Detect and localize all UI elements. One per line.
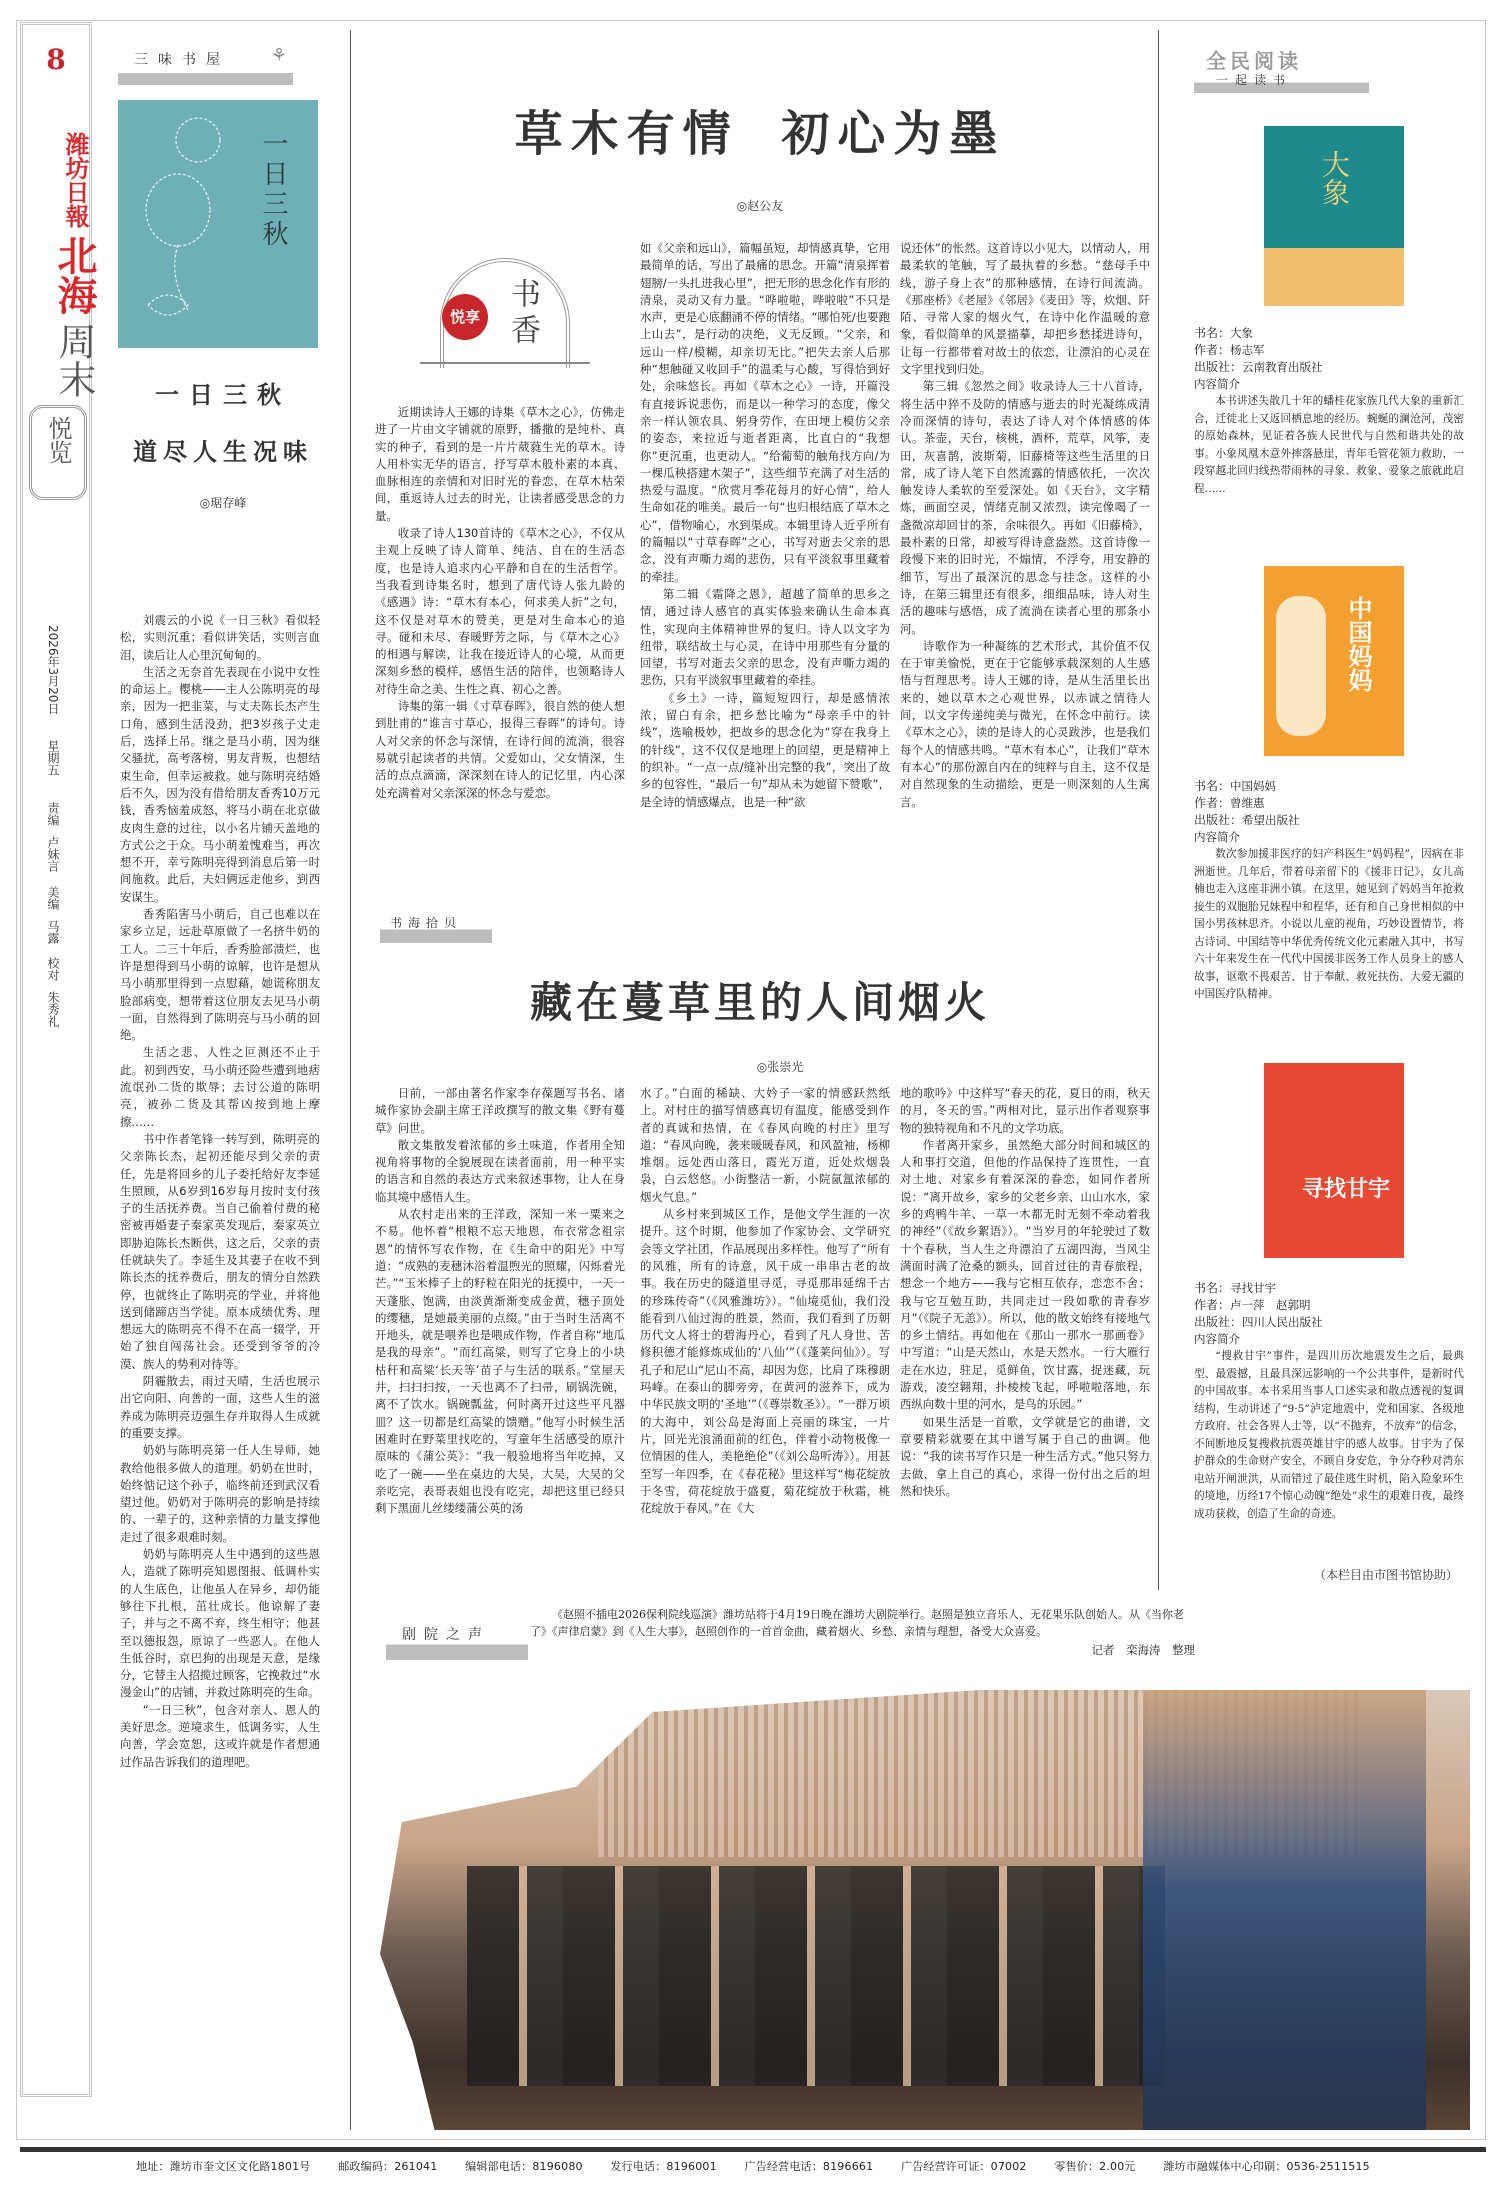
paragraph: 《乡土》一诗，篇短短四行，却是感情浓浓，留白有余，把乡愁比喻为“母亲手中的针线”，选喻极妙，把故乡的思念化为“穿在我身上的针线”，这不仅仅是地理上的回望，更是精神上的织补。“一点一点/缝补出完整的我”，突出了故乡的包容性，“最后一句”却从未为她留下赞歌”，是全诗的情感爆点，也是一种“欲	[640, 690, 890, 809]
paragraph: 刘震云的小说《一日三秋》看似轻松，实则沉重；看似讲笑话，实则言血泪，读后让人心里沉甸甸的。	[120, 613, 320, 662]
column-credit: （本栏目由市图书馆协助）	[1313, 1568, 1458, 1582]
proofreader-label: 校对	[46, 957, 60, 982]
book-desc: 数次参加援非医疗的妇产科医生“妈妈程”，因病在非洲逝世。几年后，带着母亲留下的《援非日记》，女儿高楠也走入这座非洲小镇。在这里，她见到了妈妈当年抢救接生的双胞胎兄妹程中和程华，还有和自己身世相似的中国小男孩林思齐。小说以儿童的视角，巧妙设置情节，将古诗词、中国结等中华优秀传统文化元素融入其中，书写六十年来发生在一代代中国援非医务工作人员身上的感人故事，讴歌不畏艰苦、甘于奉献、救死扶伤、大爱无疆的中国医疗队精神。	[1194, 848, 1464, 1000]
paragraph: 生活之悲、人性之叵测还不止于此。初到西安，马小萌还险些遭到地痞流氓孙二货的欺辱；去讨公道的陈明亮，被孙二货及其帮凶按到地上摩擦……	[120, 1045, 320, 1129]
book-cover-xunzhao-ganyu	[1264, 1063, 1404, 1258]
logo-red-seal	[442, 294, 488, 340]
section-banner-label: 三味书屋	[134, 52, 230, 68]
section-badge	[29, 405, 87, 500]
book-publisher-line	[1194, 812, 1464, 829]
bamboo-icon: ⚘	[270, 45, 287, 66]
book-cover-yiri-sanqiu	[118, 100, 318, 348]
footer-info	[20, 2158, 1486, 2174]
art-editor-label: 美编	[46, 885, 60, 910]
supplement-name: 北海	[51, 235, 98, 315]
book-desc-label: 内容简介	[1194, 830, 1240, 844]
paragraph: 散文集散发着浓郁的乡土味道，作者用全知视角将事物的全貌展现在读者面前，用一种平实的语言和自然的表达方式来叙述事物，让人在身临其境中感悟人生。	[375, 1137, 625, 1204]
paragraph: 诗歌作为一种凝练的艺术形式，其价值不仅在于审美愉悦，更在于它能够承载深刻的人生感悟与哲理思考。诗人王娜的诗，是从生活里长出来的，她以草木之心观世界，以赤诚之情待人间，以文字传递纯美与微光，在怀念中前行。读《草木之心》，读的是诗人的心灵跋涉，也是我们每个人的情感共鸣。“草木有本心”，让我们“草木有本心”的那份源自内在的纯粹与自主，这不仅是对自然现象的生动描绘，更是一则深刻的人生寓言。	[900, 638, 1150, 809]
book-name-label: 书名：	[1194, 326, 1231, 340]
band-members	[467, 1866, 1165, 2086]
article2-column-3	[900, 1085, 1150, 1590]
book-publisher-label: 出版社：	[1194, 1315, 1243, 1329]
paragraph: “一日三秋”，包含对亲人、恩人的美好思念。逆境求生，低调务实，人生向善，学会宽恕，这或许就是作者想通过作品告诉我们的道理吧。	[120, 1702, 320, 1769]
book-desc-label: 内容简介	[1194, 1332, 1240, 1346]
footer-ad-phone: 广告经营电话：8196661	[744, 2160, 874, 2173]
book-author-line	[1194, 342, 1464, 359]
book-desc: “搜救甘宇”事件，是四川历次地震发生之后，最典型、最震撼，且最具深远影响的一个公共事件，是新时代的中国故事。本书采用当事人口述实录和散点透视的复调结构，生动讲述了“9·5”泸定地震中，党和国家、各级地方政府、社会各界人士等，以“不抛弃，不放弃”的信念，不间断地反复搜救抗震英雄甘宇的感人故事。甘宇为了保护群众的生命财产安全，不顾自身安危，争分夺秒对湾东电站开闸泄洪，从而错过了最佳逃生时机，陷入险象环生的境地，历经17个惊心动魄“绝处”求生的艰难日夜，最终成功获救，创造了生命的奇迹。	[1194, 1350, 1464, 1520]
paragraph: 第三辑《忽然之间》收录诗人三十八首诗，将生活中猝不及防的情感与逝去的时光凝练成清冷而深情的诗句，表达了诗人对个体情感的体认。茶壶，天台，核桃，酒杯，荒草，风筝，麦田，灰喜鹊，波斯菊，旧藤椅等这些生活里的日常，成了诗人笔下自然流露的情感依托，一次次触发诗人柔软的至爱深处。如《天台》，文字精炼，画面空灵，情绪克制又浓烈，读完像喝了一盏微凉却回甘的茶，余味很久。再如《旧藤椅》，最朴素的日常，却被写得诗意盎然。这首诗像一段慢下来的旧时光，不煽情，不浮夸，用安静的细节，写出了最深沉的思念与挂念。这样的小诗，在第三辑里还有很多，细细品味，诗人对生活的趣味与感悟，成了流淌在读者心里的那条小河。	[900, 379, 1150, 636]
footer-ad-license: 广告经营许可证：07002	[901, 2160, 1027, 2173]
page-number: 8	[46, 43, 66, 76]
section-banner-label: 书海拾贝	[390, 916, 463, 930]
left-article-body	[120, 612, 320, 2132]
book-publisher-line	[1194, 1314, 1464, 1331]
book-name-line	[1194, 1280, 1464, 1297]
article-headline-line1: 一日三秋	[155, 380, 291, 409]
paragraph: 日前，一部由著名作家李存葆题写书名、诸城作家协会副主席王洋政撰写的散文集《野有蔓草》问世。	[375, 1086, 625, 1135]
illustration-figures	[1276, 596, 1326, 736]
article1-title: 草木有情 初心为墨	[514, 108, 1006, 161]
paragraph: 从农村走出来的王洋政，深知一米一粟来之不易。他怀着“根粮不忘天地恩，布衣常念祖宗恩”的情怀写农作物，在《生命中的阳光》中写道：“成熟的麦穗沐浴着温煦光的照耀，闪烁着光芒。”“玉米棒子上的籽粒在阳光的抚摸中，一天一天蓬胀、饱满，由淡黄渐渐变成金黄，穗子顶处的缨穗，是她最美丽的点缀。”由于当时生活离不开地头，就是喂养也是喂成作物，作者自称“地瓜是我的母亲”。“而红高粱，则写了它身上的小块枯秆和高粱‘长天等’苗子与生活的联系。”堂屋天井，扫扫扫按，一天也离不了扫帚，刷锅洗碗，离不了饮水。锅碗瓢盆，何时离开过这些平凡器皿？这一切都是红高粱的馈赠。”他写小时候生活困难时在野菜里找吃的，写童年生活感受的原汁原味的《蒲公英》：“我一般验地将当年吃掉，又吃了一碗——坐在桌边的大吴，大吴，大吴的父亲吃完，表哥表姐也没有吃完，却把这里已经只剩下黑面儿丝缕缕蒲公英的汤	[375, 1207, 625, 1516]
yuexiang-shuxiang-logo	[420, 258, 590, 378]
paragraph: 近期读诗人王娜的诗集《草木之心》，仿佛走进了一片由文字铺就的原野，播撒的是纯朴、真实的种子，看到的是一片片葳蕤生光的草木。诗人用朴实无华的语言，抒写草木般朴素的本真、血脉相连的亲情和对旧时光的眷恋，在草木枯荣间，重返诗人过去的时光，让读者感受思念的力量。	[375, 405, 625, 523]
book-author: 卢一萍 赵郭明	[1230, 1298, 1311, 1312]
article1-column-2	[640, 240, 890, 865]
issue-date: 2026年3月20日	[46, 625, 60, 715]
book-author-line	[1194, 1297, 1464, 1314]
article2-column-1	[375, 1085, 625, 1590]
book-desc-label: 内容简介	[1194, 377, 1240, 391]
book-cover-title: 一日三秋	[258, 130, 288, 250]
paragraph: 水了。”白面的稀缺、大妗子一家的情感跃然纸上。对村庄的描写情感真切有温度，能感受到作者的真诚和热情，在《春风向晚的村庄》里写道：“春风向晚，袭来暖暖春风，和风盈袖，杨柳堆烟。远处西山落日，霞光万道，近处炊烟袅袅，白云悠悠。小街整洁一新，小院氤氲浓郁的烟火气息。”	[640, 1086, 890, 1204]
book-publisher-label: 出版社：	[1194, 813, 1243, 827]
paragraph: 香秀陷害马小萌后，自己也难以在家乡立足，远赴草原做了一名挤牛奶的工人。二三十年后，香秀脸部溃烂，也许是想得到马小萌的谅解，也许是想从马小萌那里得到一点慰藉，她谎称朋友脸部病变，想带着这位朋友去见马小萌一面，自然得到了陈明亮与马小萌的回绝。	[120, 907, 320, 1043]
theater-blurb-text: 《赵照不插电2026保利院线巡演》潍坊站将于4月19日晚在潍坊大剧院举行。赵照是独立音乐人、无花果乐队创始人。从《当你老了》《声律启蒙》到《人生大事》，赵照创作的一首首金曲，藏着烟火、乡愁、亲情与理想，备受大众喜爱。	[530, 1608, 1184, 1638]
paragraph: 从乡村来到城区工作，是他文学生涯的一次提升。这个时期，他参加了作家协会、文学研究会等文学社团，作品展现出多样性。他写了“所有的风雅，所有的诗意，风干成一串串古老的故事。我在历史的隧道里寻觅，寻觅那串延绵千古的珍珠传奇”（《风雅潍坊》）。“仙境觅仙，我们没能看到八仙过海的胜景，然而，我们看到了历朝历代文人将士的碧海丹心，看到了凡人身世、苦修积德才能修炼成仙的‘八仙’”（《蓬莱问仙》）。写孔子和尼山“尼山不高，却因为您，比肩了珠穆朗玛峰。在泰山的脚旁旁，在黄河的滋养下，成为中华民族文明的‘圣地’”（《尊崇数圣》）。“一群万顷的大海中，刘公岛是海面上亮丽的珠宝，一片片，回光光浪涌面前的红色，伴着小动物极像一位情困的佳人，美艳绝伦”（《刘公岛听涛》）。用甚至写一年四季，在《春花秘》里这样写“梅花绽放于冬雪，荷花绽放于盛夏，菊花绽放于秋霜，桃花绽放于春风。”在《大	[640, 1207, 890, 1516]
book-name: 中国妈妈	[1230, 779, 1277, 793]
book-desc: 本书讲述失散几十年的蟠桂花家族几代大象的重新汇合，迁徙北上又返回栖息地的经历。蜿蜒的澜沧河，茂密的原始森林，见证着各族人民世代与自然和谐共处的故事。小象凤凰木意外摔落悬崖，青年毛管花领力救助，一段穿越北回归线热带雨林的寻象、救象、爱象之旅就此启程……	[1194, 395, 1464, 495]
book-author-label: 作者：	[1194, 1298, 1231, 1312]
footer-address: 地址：潍坊市奎文区文化路1801号	[136, 2160, 311, 2173]
footer-printer: 潍坊市融媒体中心印刷：0536-2511515	[1163, 2160, 1370, 2173]
footer-distribution-phone: 发行电话：8196001	[610, 2160, 717, 2173]
paragraph: 阴霾散去，雨过天晴，生活也展示出它向阳、向善的一面，这些人生的滋养成为陈明亮迈强生存并取得人生成就的重要支撑。	[120, 1374, 320, 1440]
book-author-line	[1194, 795, 1464, 812]
book-name: 大象	[1230, 326, 1254, 340]
book-name-label: 书名：	[1194, 779, 1231, 793]
book-name-line	[1194, 325, 1464, 342]
book-publisher: 云南教育出版社	[1242, 360, 1323, 374]
logo-baseline	[420, 362, 590, 364]
section-banner-shuhai	[380, 898, 492, 943]
theater-credit: 记者 栾海涛 整理	[1091, 1643, 1195, 1657]
section-banner-juyuan	[386, 1608, 528, 1660]
paragraph: 收录了诗人130首诗的《草木之心》，不仅从主观上反映了诗人简单、纯洁、自在的生活态度，也是诗人追求内心平静和自在的生活哲学。当我看到诗集名时，想到了唐代诗人张九龄的《感遇》诗：“草木有本心，何求美人折”之句，这不仅是对草木的赞美，更是对生命本心的追寻。碰和未尽、春暖野芳之际，与《草木之心》的相遇与解读，让我在接近诗人的心境，从而更深刻乡愁的模样，感悟生活的陪伴，也领略诗人对待生命之美、生性之真、初心之善。	[375, 526, 625, 696]
paragraph: 书中作者笔锋一转写到，陈明亮的父亲陈长杰，起初还能尽到父亲的责任，先是将回乡的儿子委托给好友李延生照顾，从6岁到16岁每月按时支付孩子的生活抚养费。当自己偷着付费的秘密被再婚妻子秦家英发现后，秦家英立即胁迫陈长杰断供，这之后，父亲的责任就缺失了。李延生及其妻子在收不到陈长杰的抚养费后，朋友的情分自然跌停，也就终止了陈明亮的学业，并将他送到储蹄店当学徒。原本成绩优秀、理想远大的陈明亮不得不在高一辍学，开始了独自闯荡社会。还受到爷爷的冷漠、族人的势利对待等。	[120, 1131, 320, 1371]
paragraph: 地的歌吟》中这样写“春天的花，夏日的雨，秋天的月，冬天的雪。”两相对比，显示出作者观察事物的独特视角和不凡的文学功底。	[900, 1086, 1150, 1135]
footer-postcode: 邮政编码：261041	[338, 2160, 438, 2173]
article2-title: 藏在蔓草里的人间烟火	[529, 978, 990, 1027]
book-publisher-line	[1194, 359, 1464, 376]
book-author-label: 作者：	[1194, 343, 1231, 357]
article1-column-1	[375, 404, 625, 864]
article1-column-3	[900, 240, 1150, 865]
footer-price: 零售价：2.00元	[1054, 2160, 1136, 2173]
book-cover-title: 中国妈妈	[1344, 596, 1372, 692]
masthead-strip	[20, 22, 98, 2097]
book-name-label: 书名：	[1194, 1281, 1231, 1295]
book-info-2	[1194, 778, 1464, 1004]
book-publisher: 希望出版社	[1242, 813, 1300, 827]
paragraph: 如《父亲和远山》，篇幅虽短，却情感真挚，它用最简单的话，写出了最痛的思念。开篇“清泉挥着翅膀/一头扎进我心里”，把无形的思念化作有形的清泉，灵动又有力量。“哗啦啦，哗啦啦”不只是水声，更是心底翻涌不停的情绪。“哪怕死/也要跑上山去”，是行动的决绝，义无反顾。“父亲，和远山一样/模糊，却亲切无比。”把失去亲人后那种“想触碰又收回手”的温柔与心酸，写得恰到好处，余味悠长。再如《草木之心》一诗，开篇没有直接诉说悲伤，而是以一种学习的态度，像父亲一样认领农具、躬身劳作，在田埂上模仿父亲的姿态，来拉近与逝者距离，比直白的“我想你”更沉重，也更动人。“给葡萄的触角找方向/为一棵瓜秧搭建木架子”，这些细节充满了对生活的热爱与温度。“欣赏月季花每月的好心情”，给人生命如花的唯美。最后一句“也归根结底了草木之心”，借物喻心，水到渠成。本辑里诗人近乎所有的篇幅以“寸草春晖”之心，书写对逝去父亲的思念，没有声嘶力竭的悲伤，只有平淡叙事里藏着的牵挂。	[640, 241, 890, 584]
article2-byline: ◎张崇光	[756, 1060, 804, 1074]
dateline	[41, 625, 65, 1049]
column-divider	[350, 30, 351, 2130]
paragraph: 说还休”的怅然。这首诗以小见大，以情动人，用最柔软的笔触，写了最执着的乡愁。“慈母手中线，游子身上衣”的那种感情，在诗行间流淌。《那座桥》《老屋》《邻居》《麦田》等，炊烟、阡陌、寻常人家的烟火气，在诗中化作温暖的意象，看似简单的风景描摹，却把乡愁揉进诗句，让每一行都带着对故土的依恋，让漂泊的心灵在文字里找到归处。	[900, 241, 1150, 377]
section-banner-sanwei	[118, 45, 293, 85]
article-headline-line2: 道尽人生况味	[133, 437, 313, 466]
book-info-3	[1194, 1280, 1464, 1523]
paragraph: 诗集的第一辑《寸草春晖》，很自然的使人想到肚甫的“谁言寸草心，报得三春晖”的诗句。诗人对父亲的怀念与深情，在诗行间的流淌，很容易就引起读者的共情。父爱如山，父女情深，生活的点点滴滴，深深刻在诗人的记忆里，内心深处充满着对父亲深深的怀念与爱恋。	[375, 699, 625, 800]
footer-editorial-phone: 编辑部电话：8196080	[465, 2160, 583, 2173]
book-author: 杨志军	[1230, 343, 1265, 357]
column-divider	[1158, 30, 1159, 1590]
guitarist	[1143, 1690, 1426, 2130]
book-cover-title: 大象	[1318, 150, 1351, 206]
article-byline: ◎琚存峰	[199, 496, 247, 510]
book-author-label: 作者：	[1194, 796, 1231, 810]
logo-red-text: 悦享	[449, 308, 480, 326]
editor-label: 责编	[46, 802, 60, 827]
section-banner-title: 全民阅读	[1206, 49, 1302, 73]
paragraph: 如果生活是一首歌，文学就是它的曲谱，文章要精彩就要在其中谱写属于自己的曲调。他说：“我的读书写作只是一种生活方式。”他只努力去做，拿上自己的真心，求得一份付出之后的坦然和快乐。	[900, 1414, 1150, 1498]
supplement-suffix: 周末	[52, 322, 96, 398]
book-publisher-label: 出版社：	[1194, 360, 1243, 374]
article2-column-2	[640, 1085, 890, 1590]
art-editor-name: 马露	[46, 919, 60, 944]
book-info-1	[1194, 325, 1464, 498]
paragraph: 第二辑《霜降之恩》，超越了简单的思乡之情，通过诗人感官的真实体验来确认生命本真性，实现向主体精神世界的复归。诗人以文字为纽带，联结故土与心灵，在诗中用那些有分量的回望，书写对逝去父亲的思念，没有声嘶力竭的悲伤，只有平淡叙事里藏着的牵挂。	[640, 586, 890, 688]
paragraph: 奶奶与陈明亮第一任人生导师，她教给他很多做人的道理。奶奶在世时，始终惦记这个孙子，临终前还到武汉看望过他。奶奶对于陈明亮的影响是持续的、一辈子的，这种亲情的力量支撑他走过了很多艰难时刻。	[120, 1443, 320, 1544]
book-cover-daxiang	[1264, 126, 1404, 306]
book-name-line	[1194, 778, 1464, 795]
paragraph: 奶奶与陈明亮人生中遇到的这些恩人，造就了陈明亮知恩图报、低调朴实的人生底色，让他虽人在异乡，却仍能够往下扎根，茁壮成长。他谅解了妻子，并与之不离不弃，终生相守；他甚至以德报怨，原谅了一些恶人。在他人生低谷时，京巴狗的出现是天意，是缘分，它替主人招揽过顾客，它挽救过“水漫金山”的店铺，并救过陈明亮的生命。	[120, 1547, 320, 1700]
paper-name: 潍坊日報	[61, 132, 90, 228]
paragraph: 生活之无奈首先表现在小说中女性的命运上。樱桃——主人公陈明亮的母亲，因为一把韭菜，与丈夫陈长杰产生口角，感到生活没劲，把3岁孩子丈走后，选择上吊。继之是马小萌，因为继父骚扰，高考落榜，男友背叛，也想结束生命，但幸运被救。她与陈明亮结婚后不久，因为没有借给朋友香秀10万元钱，香秀恼羞成怒，将马小萌在北京做皮肉生意的过往，以小名片铺天盖地的方式公之于众。马小萌羞愧难当，再次想不开，幸亏陈明亮得到消息后第一时间施救。此后，夫妇俩远走他乡，到西安谋生。	[120, 664, 320, 904]
paragraph: 作者离开家乡，虽然绝大部分时间和城区的人和事打交道，但他的作品保持了连贯性，一直对土地、对家乡有着深深的眷恋，如同作者所说：“离开故乡，家乡的父老乡亲、山山水水，家乡的鸡鸭牛羊、一草一木都无时无刻不牵动着我的神经”（《故乡絮语》）。“当岁月的年轮驶过了数十个春秋，当人生之舟漂泊了五湖四海，当风尘满面时满了沧桑的额头，回首过往的青春旅程，想念一个地方——我与它相互依存，恋恋不舍；我与它互勉互助，共同走过一段如歌的青春岁月”（《院子无恙》）。所以，他的散文始终有接地气的乡土情结。再如他在《那山一那水一那画卷》中写道：“山是天然山，水是天然水。一行大雁行走在水边，驻足，觅鲜鱼，饮甘露，捉迷藏，玩游戏，凌空翱翔，扑棱棱飞起，呼啦啦落地，东西纵向数十里的河水，是鸟的乐园。”	[900, 1137, 1150, 1412]
book-cover-band	[1264, 248, 1404, 306]
article1-byline: ◎赵公友	[736, 199, 784, 213]
logo-black-text: 书香	[505, 278, 540, 350]
book-cover-zhongguo-mama	[1264, 566, 1404, 756]
footer-rule	[20, 2147, 1486, 2152]
section-banner-label: 剧院之声	[402, 1627, 490, 1643]
proofreader-name: 朱秀礼	[46, 991, 60, 1028]
section-badge-label: 悦览	[44, 416, 72, 464]
section-banner-subtitle: 一起读书	[1216, 73, 1293, 87]
editor-name: 卢妹言	[46, 835, 60, 872]
section-banner-quanmin	[1194, 45, 1369, 93]
theater-blurb	[530, 1606, 1200, 1640]
book-cover-title: 寻找甘宇	[1301, 1177, 1390, 1202]
issue-weekday: 星期五	[46, 740, 60, 777]
book-publisher: 四川人民出版社	[1242, 1315, 1323, 1329]
book-author: 曾维惠	[1230, 796, 1265, 810]
book-name: 寻找甘宇	[1230, 1281, 1277, 1295]
